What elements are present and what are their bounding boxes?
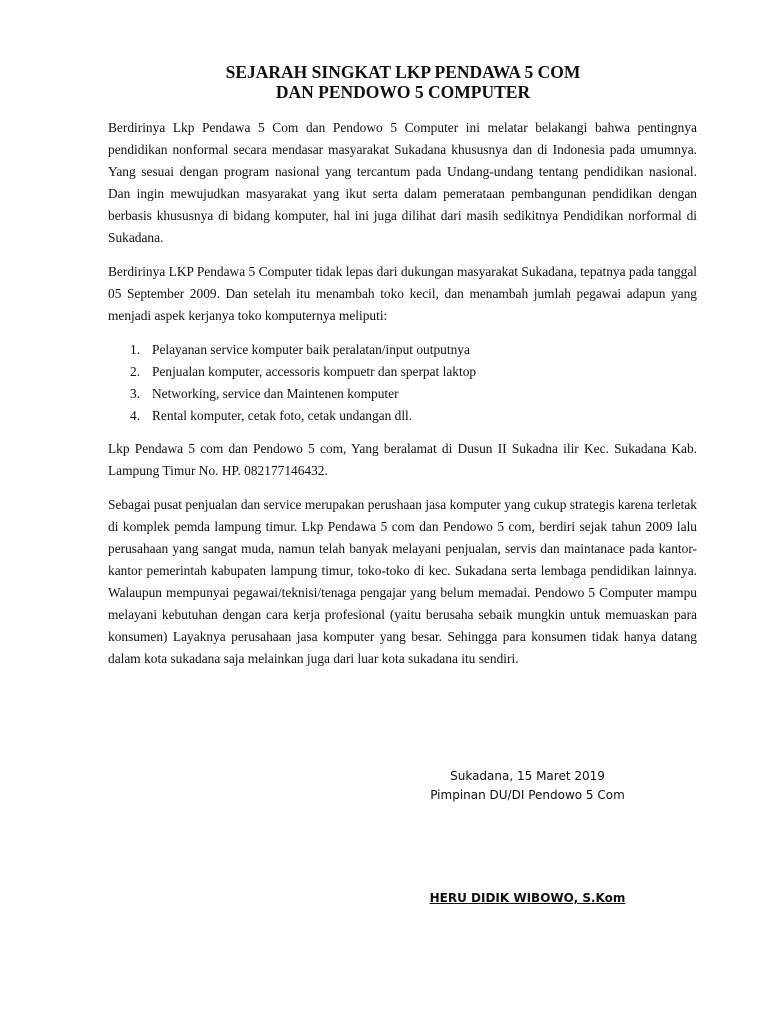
signature-role: Pimpinan DU/DI Pendowo 5 Com [430, 788, 625, 802]
list-item: 3. Networking, service dan Maintenen komputer [130, 386, 399, 401]
list-item: 2. Penjualan komputer, accessoris kompuetr dan sperpat laktop [130, 364, 477, 379]
paragraph-company-profile: Sebagai pusat penjualan dan service merupakan perushaan jasa komputer yang cukup strategis karena terletak di komplek pemda lampung timur. Lkp Pendawa 5 com dan Pendowo 5 com, berdiri sejak tahun 2009 lalu perusahaan yang sangat muda, namun telah banyak melayani penjualan, servis dan maintanace pada kantor-kantor pemerintah kabupaten lampung timur, toko-toko di kec. Sukadana serta lembaga pendidikan lainnya. Walaupun mempunyai pegawai/teknisi/tenaga pengajar yang belum memadai. Pendowo 5 Computer mampu melayani kebutuhan dengan cara kerja profesional (yaitu berusaha sebaik mungkin untuk memuaskan para konsumen) Layaknya perusahaan jasa komputer yang besar. Sehingga para konsumen tidak hanya datang dalam kota sukadana saja melainkan juga dari luar kota sukadana itu sendiri. [108, 497, 697, 666]
list-item: 1. Pelayanan service komputer baik peralatan/input outputnya [130, 342, 470, 357]
list-item: 4. Rental komputer, cetak foto, cetak undangan dll. [130, 408, 413, 423]
paragraph-address: Lkp Pendawa 5 com dan Pendowo 5 com, Yang beralamat di Dusun II Sukadna ilir Kec. Sukadana Kab. Lampung Timur No. HP. 082177146432. [108, 441, 697, 478]
document-title [0, 62, 768, 102]
paragraph-founding: Berdirinya LKP Pendawa 5 Computer tidak lepas dari dukungan masyarakat Sukadana, tepatnya pada tanggal 05 September 2009. Dan setelah itu menambah toko kecil, dan menambah jumlah pegawai adapun yang menjadi aspek kerjanya toko komputernya meliputi: [108, 264, 697, 323]
title-line-2: DAN PENDOWO 5 COMPUTER [275, 82, 531, 102]
services-list [108, 339, 697, 427]
paragraph-background: Berdirinya Lkp Pendawa 5 Com dan Pendowo 5 Computer ini melatar belakangi bahwa pentingnya pendidikan nonformal secara mendasar masyarakat Sukadana khususnya dan di Indonesia pada umumnya. Yang sesuai dengan program nasional yang tercantum pada Undang-undang tentang pendidikan nasional. Dan ingin mewujudkan masyarakat yang ikut serta dalam pemerataan pembangunan pendidikan dengan berbasis khususnya di bidang komputer, hal ini juga dilihat dari masih sedikitnya Pendidikan norformal di Sukadana. [108, 120, 697, 245]
title-line-1: SEJARAH SINGKAT LKP PENDAWA 5 COM [225, 62, 581, 82]
signature-place-date: Sukadana, 15 Maret 2019 [450, 769, 605, 783]
signature-name: HERU DIDIK WIBOWO, S.Kom [429, 891, 626, 905]
